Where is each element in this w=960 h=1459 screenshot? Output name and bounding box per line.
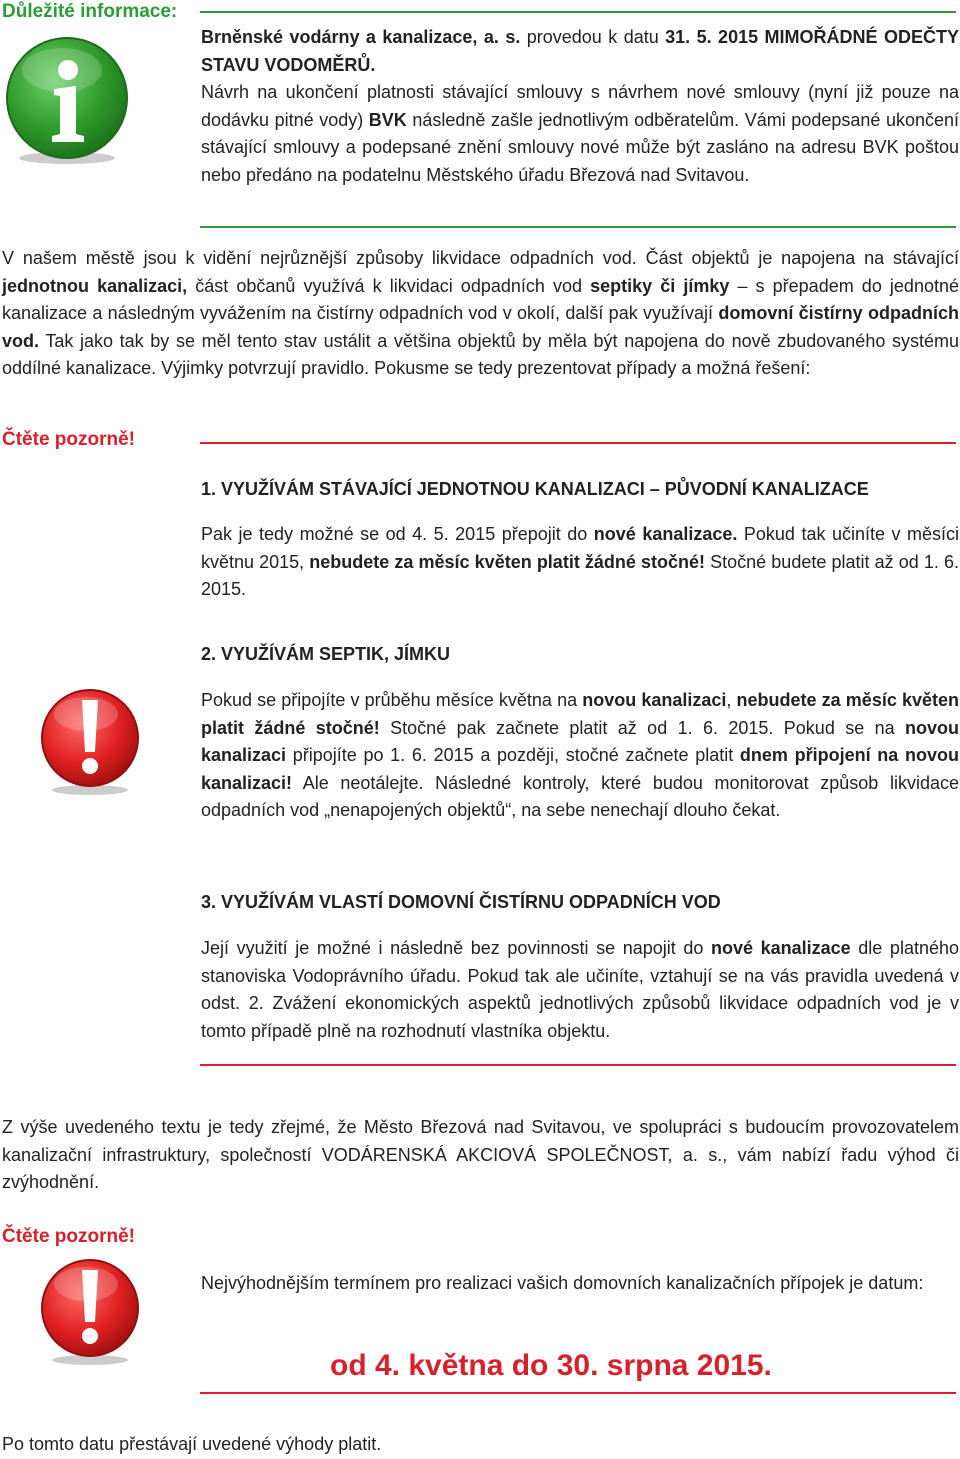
warning-heading: Čtěte pozorně! <box>2 429 135 450</box>
info-icon <box>4 34 130 166</box>
section-1-title: 1. VYUŽÍVÁM STÁVAJÍCÍ JEDNOTNOU KANALIZACI – PŮVODNÍ KANALIZACE <box>201 479 869 499</box>
warning-heading: Čtěte pozorně! <box>2 1226 135 1247</box>
important-heading: Důležité informace: <box>2 1 178 22</box>
offer-date: od 4. května do 30. srpna 2015. <box>330 1349 772 1382</box>
important-paragraph-2: Návrh na ukončení platnosti stávající smlouvy s návrhem nové smlouvy (nyní již pouze na dodávku pitné vody) BVK následně zašle jednotlivým odběratelům. Vámi podepsané ukončení stávající smlouvy a podepsané znění smlouvy nové může být zasláno na adresu BVK poštou nebo předáno na podatelnu Městského úřadu Březová nad Svitavou. <box>201 82 960 185</box>
footer-text: Po tomto datu přestávají uvedené výhody platit. <box>2 1434 382 1454</box>
section-3-paragraph: Její využití je možné i následně bez povinnosti se napojit do nové kanalizace dle platného stanoviska Vodoprávního úřadu. Pokud tak ale učiníte, vztahují se na vás pravidla uvedená v odst. 2. Zvážení ekonomických aspektů jednotlivých způsobů likvidace odpadních vod je v tomto případě plně na rozhodnutí vlastníka objektu. <box>201 938 959 1041</box>
exclamation-icon <box>40 1256 140 1366</box>
summary-paragraph: Z výše uvedeného textu je tedy zřejmé, že Město Březová nad Svitavou, ve spolupráci s budoucím provozovatelem kanalizační infrastruktury, společností VODÁRENSKÁ AKCIOVÁ SPOLEČNOST, a. s., vám nabízí řadu výhod či zvýhodnění. <box>2 1117 959 1192</box>
exclamation-icon <box>40 686 140 796</box>
important-rule <box>200 226 956 228</box>
section-2-paragraph: Pokud se připojíte v průběhu měsíce května na novou kanalizaci, nebudete za měsíc květen platit žádné stočné! Stočné pak začnete platit až od 1. 6. 2015. Pokud se na novou kanalizaci připojíte po 1. 6. 2015 a později, stočné začnete platit dnem připojení na novou kanalizaci! Ale neotálejte. Následné kontroly, které budou monitorovat způsob likvidace odpadních vod „nenapojených objektů“, na sebe nenechají dlouho čekat. <box>201 690 959 820</box>
section-1-paragraph: Pak je tedy možné se od 4. 5. 2015 přepojit do nové kanalizace. Pokud tak učiníte v měsíci květnu 2015, nebudete za měsíc květen platit žádné stočné! Stočné budete platit až od 1. 6. 2015. <box>201 524 960 599</box>
intro-paragraph: V našem městě jsou k vidění nejrůznější způsoby likvidace odpadních vod. Část objektů je napojena na stávající jednotnou kanalizaci, část občanů využívá k likvidaci odpadních vod septiky či jímky – s přepadem do jednotné kanalizace a následným vyvážením na čistírny odpadních vod v okolí, další pak využívají domovní čistírny odpadních vod. Tak jako tak by se měl tento stav ustálit a většina objektů by měla být napojena do nově zbudovaného systému oddílné kanalizace. Výjimky potvrzují pravidlo. Pokusme se tedy prezentovat případy a možná řešení: <box>2 248 959 378</box>
section-3-rule <box>200 1064 956 1066</box>
warning-2-rule <box>200 1392 956 1394</box>
warning-2-text: Nejvýhodnějším termínem pro realizaci vašich domovních kanalizačních přípojek je datum: <box>201 1273 924 1293</box>
section-2-title: 2. VYUŽÍVÁM SEPTIK, JÍMKU <box>201 644 451 664</box>
section-3-title: 3. VYUŽÍVÁM VLASTÍ DOMOVNÍ ČISTÍRNU ODPADNÍCH VOD <box>201 892 721 912</box>
warning-rule <box>200 442 956 444</box>
important-paragraph-1: Brněnské vodárny a kanalizace, a. s. provedou k datu 31. 5. 2015 MIMOŘÁDNÉ ODEČTY STAVU VODOMĚRŮ. <box>201 27 959 75</box>
header-rule <box>200 11 956 13</box>
